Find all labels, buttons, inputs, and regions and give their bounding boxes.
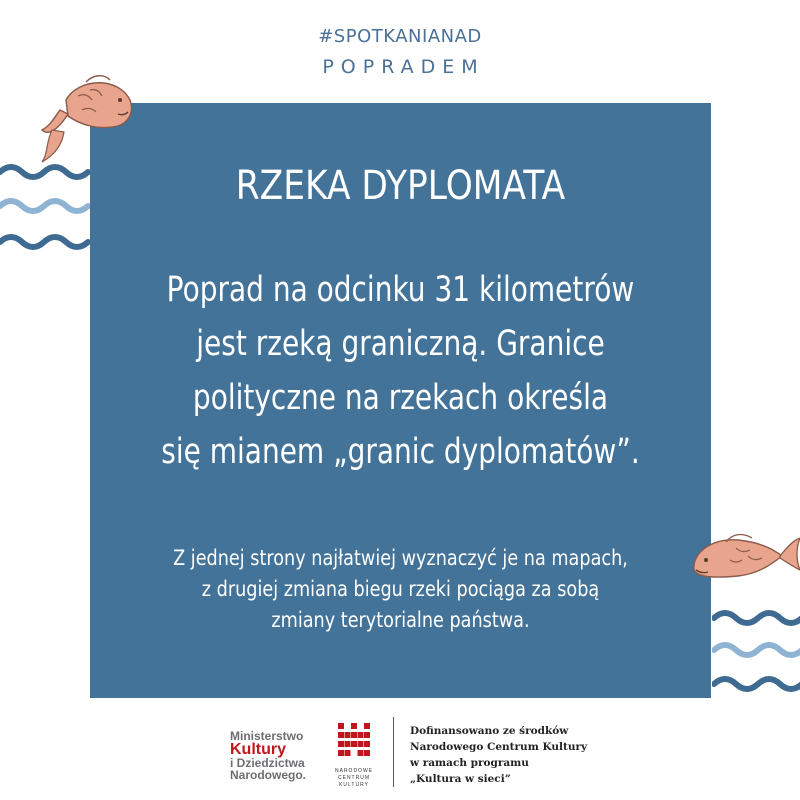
- funding-line: w ramach programu: [410, 757, 529, 769]
- body-line: polityczne na rzekach określa: [192, 378, 609, 418]
- footer-divider: [393, 717, 394, 787]
- funding-line: Dofinansowano ze środków: [410, 725, 569, 737]
- note-line: Z jednej strony najłatwiej wyznaczyć je na mapach,: [173, 546, 628, 570]
- panel-note-text: [140, 543, 662, 636]
- content-panel: [90, 103, 711, 698]
- funding-note: [410, 723, 587, 787]
- note-line: z drugiej zmiana biegu rzeki pociąga za sobą: [201, 577, 600, 601]
- footer: [0, 715, 800, 800]
- ministry-line: Kultury: [230, 741, 286, 758]
- nck-line: NARODOWE: [335, 768, 373, 774]
- panel-body-text: [152, 263, 649, 479]
- hashtag-line-1: #SPOTKANIANAD: [318, 26, 482, 47]
- nck-line: KULTURY: [339, 782, 369, 788]
- ministry-logo: [230, 730, 306, 781]
- body-line: się mianem „granic dyplomatów”.: [161, 432, 640, 472]
- nck-logo-icon: [337, 721, 371, 761]
- hashtag-line-2: POPRADEM: [322, 56, 485, 78]
- note-line: zmiany terytorialne państwa.: [271, 608, 530, 632]
- waves-left-icon: [0, 160, 95, 270]
- nck-label: [331, 768, 377, 789]
- panel-title: RZEKA DYPLOMATA: [235, 163, 566, 209]
- fish-right-icon: [686, 530, 800, 592]
- funding-line: Narodowego Centrum Kultury: [410, 741, 588, 753]
- nck-line: CENTRUM: [338, 775, 370, 781]
- waves-right-icon: [712, 606, 800, 716]
- funding-line: „Kultura w sieci”: [410, 773, 511, 785]
- body-line: Poprad na odcinku 31 kilometrów: [166, 270, 635, 310]
- fish-top-left-icon: [38, 70, 138, 165]
- ministry-line: i Dziedzictwa: [230, 756, 305, 770]
- ministry-line: Ministerstwo: [230, 729, 304, 743]
- body-line: jest rzeką graniczną. Granice: [196, 324, 605, 364]
- ministry-line: Narodowego.: [230, 768, 307, 782]
